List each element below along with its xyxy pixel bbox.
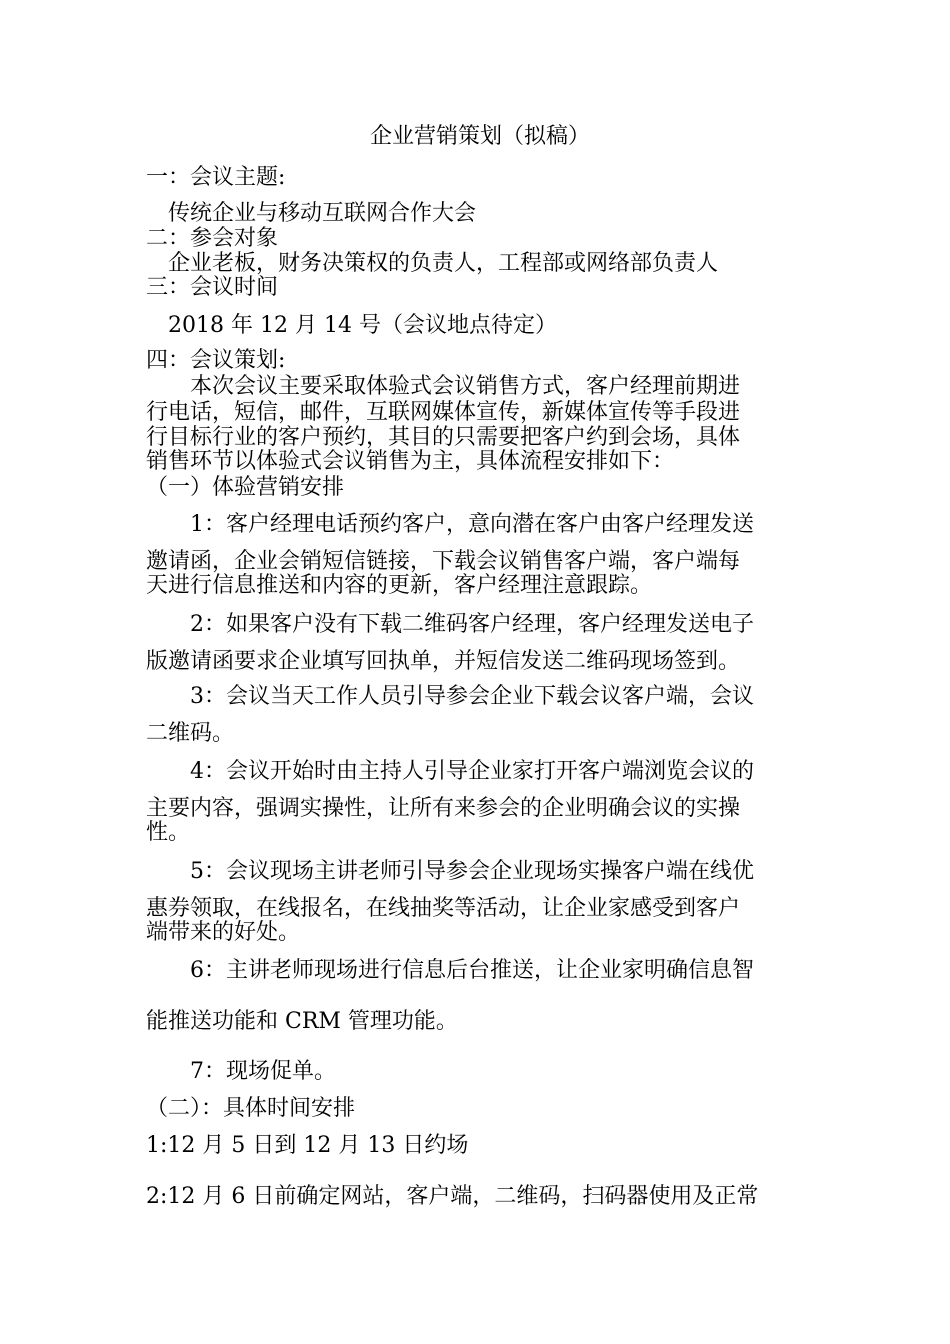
audience-heading: 二：参会对象 <box>146 226 279 251</box>
document-title: 企业营销策划（拟稿） <box>369 124 590 149</box>
schedule-item: 1:12 月 5 日到 12 月 13 日约场 <box>146 1133 469 1158</box>
topic-heading: 一：会议主题: <box>146 165 286 190</box>
step-2-line: 2：如果客户没有下载二维码客户经理，客户经理发送电子 <box>190 612 754 637</box>
plan-intro-line: 销售环节以体验式会议销售为主，具体流程安排如下： <box>146 449 675 474</box>
plan-heading: 四：会议策划: <box>146 348 286 373</box>
step-4-line: 主要内容，强调实操性，让所有来参会的企业明确会议的实操 <box>146 796 741 821</box>
step-4-line: 性。 <box>146 820 191 845</box>
time-text: 2018 年 12 月 14 号（会议地点待定） <box>168 313 557 338</box>
step-3-line: 二维码。 <box>146 721 235 746</box>
sub2-heading: （二）：具体时间安排 <box>146 1096 356 1121</box>
audience-text: 企业老板，财务决策权的负责人，工程部或网络部负责人 <box>168 251 719 276</box>
step-6-line: 6：主讲老师现场进行信息后台推送，让企业家明确信息智 <box>190 958 754 983</box>
time-heading: 三：会议时间 <box>146 275 279 300</box>
step-5-line: 5：会议现场主讲老师引导参会企业现场实操客户端在线优 <box>190 859 754 884</box>
step-3-line: 3：会议当天工作人员引导参会企业下载会议客户端，会议 <box>190 684 754 709</box>
step-7-line: 7：现场促单。 <box>190 1059 336 1084</box>
step-1-line: 1：客户经理电话预约客户，意向潜在客户由客户经理发送 <box>190 512 754 537</box>
step-5-line: 惠券领取，在线报名，在线抽奖等活动，让企业家感受到客户 <box>146 896 741 921</box>
step-1-line: 天进行信息推送和内容的更新，客户经理注意跟踪。 <box>146 573 653 598</box>
topic-text: 传统企业与移动互联网合作大会 <box>168 201 477 226</box>
step-6-line: 能推送功能和 CRM 管理功能。 <box>146 1009 458 1034</box>
schedule-item: 2:12 月 6 日前确定网站，客户端，二维码，扫码器使用及正常 <box>146 1184 759 1209</box>
step-4-line: 4：会议开始时由主持人引导企业家打开客户端浏览会议的 <box>190 759 754 784</box>
plan-intro-line: 本次会议主要采取体验式会议销售方式，客户经理前期进 <box>190 374 741 399</box>
plan-intro-line: 行目标行业的客户预约，其目的只需要把客户约到会场，具体 <box>146 425 741 450</box>
sub1-heading: （一）体验营销安排 <box>146 475 345 500</box>
step-5-line: 端带来的好处。 <box>146 920 301 945</box>
step-2-line: 版邀请函要求企业填写回执单，并短信发送二维码现场签到。 <box>146 649 741 674</box>
step-1-line: 邀请函，企业会销短信链接，下载会议销售客户端，客户端每 <box>146 549 741 574</box>
plan-intro-line: 行电话，短信，邮件，互联网媒体宣传，新媒体宣传等手段进 <box>146 400 741 425</box>
